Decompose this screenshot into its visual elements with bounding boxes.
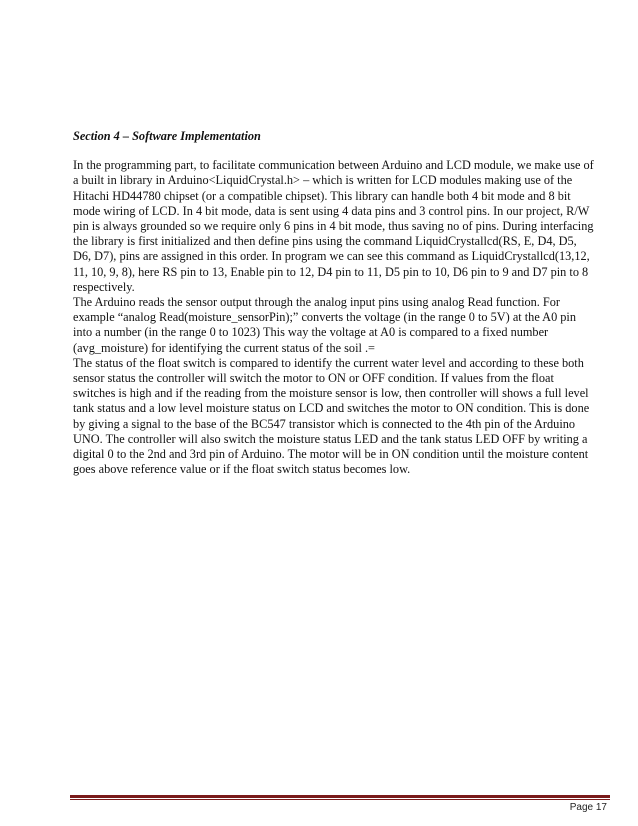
- section-title: Section 4 – Software Implementation: [73, 129, 261, 143]
- text-line: into a number (in the range 0 to 1023) This way the voltage at A0 is compared to a fixed number: [73, 325, 549, 340]
- text-line: by giving a signal to the base of the BC547 transistor which is connected to the 4th pin of the Arduino: [73, 416, 576, 431]
- text-line: 11, 10, 9, 8), here RS pin to 13, Enable pin to 12, D4 pin to 11, D5 pin to 10, D6 pin to 9 and D7 pin to 8: [73, 264, 589, 279]
- text-line: digital 0 to the 2nd and 3rd pin of Arduino. The motor will be in ON condition until the moisture content: [73, 447, 589, 462]
- text-line: D6, D7), pins are assigned in this order. In program we can see this command as LiquidCrystallcd(13,12,: [73, 249, 590, 264]
- text-line: The status of the float switch is compared to identify the current water level and according to these both: [73, 355, 584, 370]
- text-line: Hitachi HD44780 chipset (or a compatible chipset). This library can handle both 4 bit mode and 8 bit: [73, 188, 571, 203]
- text-line: switches is high and if the reading from the moisture sensor is low, then controller will shows a full level: [73, 386, 589, 401]
- text-line: The Arduino reads the sensor output through the analog input pins using analog Read function. For: [73, 295, 561, 310]
- text-line: mode wiring of LCD. In 4 bit mode, data is sent using 4 data pins and 3 control pins. In our project, R/W: [73, 203, 590, 218]
- text-line: goes above reference value or if the float switch status becomes low.: [73, 462, 411, 477]
- text-line: pin is always grounded so we require only 6 pins in 4 bit mode, thus saving no of pins. During interfacing: [73, 219, 594, 234]
- page-number: Page 17: [569, 802, 607, 813]
- footer-divider-thick: [70, 795, 610, 798]
- footer-divider-thin: [70, 799, 610, 800]
- text-line: UNO. The controller will also switch the moisture status LED and the tank status LED OFF by writing a: [73, 431, 588, 446]
- paragraph-lcd-library: [73, 158, 594, 295]
- text-line: (avg_moisture) for identifying the current status of the soil .=: [73, 340, 375, 355]
- text-line: respectively.: [73, 279, 135, 294]
- text-line: sensor status the controller will switch the motor to ON or OFF condition. If values from the float: [73, 371, 554, 386]
- text-line: tank status and a low level moisture status on LCD and switches the motor to ON condition. This is done: [73, 401, 590, 416]
- text-line: In the programming part, to facilitate communication between Arduino and LCD module, we make use of: [73, 158, 594, 173]
- page-content: [73, 129, 594, 477]
- text-line: example “analog Read(moisture_sensorPin);” converts the voltage (in the range 0 to 5V) at the A0 pin: [73, 310, 577, 325]
- paragraph-float-switch: [73, 355, 590, 478]
- paragraph-sensor-reading: [73, 295, 577, 356]
- text-line: the library is first initialized and then define pins using the command LiquidCrystallcd(RS, E, D4, D5,: [73, 234, 577, 249]
- text-line: a built in library in Arduino<LiquidCrystal.h> – which is written for LCD modules making use of the: [73, 173, 573, 188]
